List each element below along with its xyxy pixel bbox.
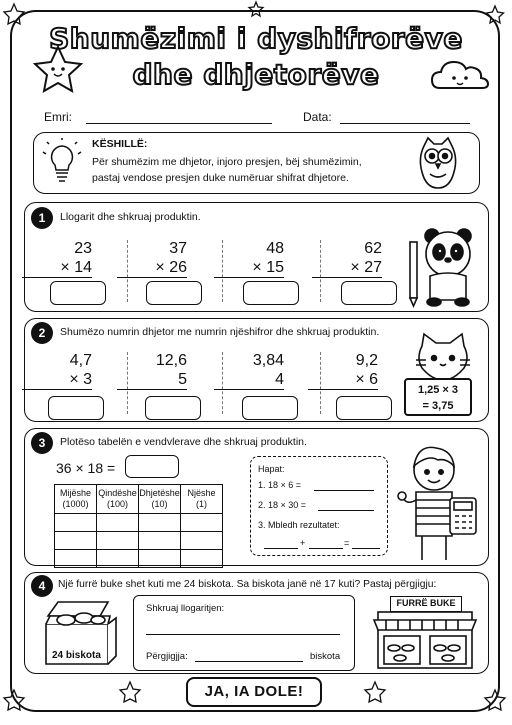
pv-header-hundreds: Qindëshe (100)	[97, 485, 139, 514]
cat-mascot-icon	[410, 332, 476, 380]
s1-problem-4	[312, 240, 382, 278]
s2-answer-2[interactable]	[145, 396, 201, 420]
answer-field[interactable]	[195, 661, 303, 662]
lightbulb-icon	[42, 138, 82, 188]
s2-problem-1-bottom: × 3	[22, 371, 92, 390]
pv-cell[interactable]	[97, 532, 139, 550]
step-3-field-c[interactable]	[352, 548, 380, 549]
pv-cell[interactable]	[55, 532, 97, 550]
s1-problem-3	[214, 240, 284, 278]
s2-problem-1	[22, 352, 92, 390]
cloud-mascot-icon	[430, 58, 490, 94]
s2-problem-2-bottom: 5	[117, 371, 187, 390]
tip-heading: KËSHILLË:	[92, 138, 148, 150]
pv-cell[interactable]	[55, 550, 97, 568]
pv-cell[interactable]	[139, 532, 181, 550]
s2-problem-1-top: 4,7	[69, 352, 92, 369]
step-3-field-a[interactable]	[264, 548, 298, 549]
step-1-field[interactable]	[314, 490, 374, 491]
box-label: 24 biskota	[52, 650, 101, 661]
s2-problem-2	[117, 352, 187, 390]
s2-problem-2-top: 12,6	[155, 352, 187, 369]
page-title-line1: Shumëzimi i dyshifrorëve	[49, 22, 463, 55]
answer-label: Përgjigjja:	[146, 651, 188, 662]
equals-sign: =	[344, 538, 350, 548]
pv-cell[interactable]	[139, 550, 181, 568]
example-line1: 1,25 × 3	[417, 384, 459, 396]
example-board	[404, 378, 472, 416]
s2-problem-3	[214, 352, 284, 390]
s3-answer[interactable]	[125, 455, 179, 478]
pv-cell[interactable]	[139, 514, 181, 532]
s2-answer-4[interactable]	[336, 396, 392, 420]
s1-problem-4-top: 62	[364, 240, 382, 257]
panda-pencil-icon	[406, 222, 480, 308]
star-mascot-icon	[30, 44, 86, 94]
s2-problem-4-top: 9,2	[355, 352, 378, 369]
s2-answer-1[interactable]	[48, 396, 104, 420]
section-4-instruction: Një furrë buke shet kuti me 24 biskota. Sa biskota janë në 17 kuti? Pastaj përgjigju:	[58, 579, 437, 590]
table-row	[55, 532, 223, 550]
shop-sign: FURRË BUKE	[390, 596, 462, 612]
step-2: 2. 18 × 30 =	[258, 500, 307, 510]
step-2-field[interactable]	[318, 510, 374, 511]
date-field[interactable]	[340, 123, 470, 124]
table-row	[55, 514, 223, 532]
work-label: Shkruaj llogaritjen:	[146, 603, 225, 614]
pv-header-tens: Dhjetëshe (10)	[139, 485, 181, 514]
answer-unit: biskota	[310, 651, 341, 662]
section-2-number: 2	[31, 322, 53, 344]
step-3: 3. Mbledh rezultatet:	[258, 520, 340, 530]
steps-heading: Hapat:	[258, 464, 285, 474]
s2-answer-3[interactable]	[242, 396, 298, 420]
section-2-instruction: Shumëzo numrin dhjetor me numrin njëshifror dhe shkruaj produktin.	[60, 326, 380, 338]
s1-problem-2-top: 37	[169, 240, 187, 257]
finish-button[interactable]: JA, IA DOLE!	[186, 677, 322, 707]
section-3-equation: 36 × 18 =	[56, 460, 116, 476]
pv-cell[interactable]	[181, 514, 223, 532]
s1-answer-1[interactable]	[50, 281, 106, 305]
section-1-number: 1	[31, 207, 53, 229]
example-line2: = 3,75	[422, 400, 454, 412]
s1-problem-3-bottom: × 15	[214, 259, 284, 278]
page-title-line2: dhe dhjetorëve	[132, 58, 380, 91]
s2-problem-4-bottom: × 6	[308, 371, 378, 390]
name-field[interactable]	[86, 123, 272, 124]
s2-problem-4	[308, 352, 378, 390]
tip-line2: pastaj vendose presjen duke numëruar shifrat dhjetore.	[92, 172, 349, 184]
s1-problem-3-top: 48	[266, 240, 284, 257]
place-value-table	[54, 484, 223, 568]
pv-cell[interactable]	[55, 514, 97, 532]
tip-line1: Për shumëzim me dhjetor, injoro presjen, bëj shumëzimin,	[92, 156, 362, 168]
pv-cell[interactable]	[97, 550, 139, 568]
s2-problem-3-top: 3,84	[252, 352, 284, 369]
s1-problem-1	[22, 240, 92, 278]
work-line[interactable]	[146, 634, 340, 635]
s1-answer-4[interactable]	[341, 281, 397, 305]
s2-problem-3-bottom: 4	[214, 371, 284, 390]
section-3-number: 3	[31, 432, 53, 454]
s1-problem-2	[117, 240, 187, 278]
table-row	[55, 550, 223, 568]
pv-cell[interactable]	[181, 550, 223, 568]
s1-answer-2[interactable]	[146, 281, 202, 305]
owl-teacher-icon	[410, 134, 466, 192]
plus-sign: +	[300, 538, 306, 548]
section-1-instruction: Llogarit dhe shkruaj produktin.	[60, 211, 201, 223]
pv-cell[interactable]	[97, 514, 139, 532]
name-label: Emri:	[44, 110, 72, 124]
s1-answer-3[interactable]	[243, 281, 299, 305]
pv-header-ones: Njëshe (1)	[181, 485, 223, 514]
s1-problem-1-bottom: × 14	[22, 259, 92, 278]
pv-header-thousands: Mijëshe (1000)	[55, 485, 97, 514]
s1-problem-2-bottom: × 26	[117, 259, 187, 278]
section-4-number: 4	[31, 575, 53, 597]
step-1: 1. 18 × 6 =	[258, 480, 302, 490]
section-3-instruction: Plotëso tabelën e vendvlerave dhe shkruaj produktin.	[60, 436, 307, 448]
boy-calculator-icon	[396, 440, 482, 564]
s1-problem-4-bottom: × 27	[312, 259, 382, 278]
pv-cell[interactable]	[181, 532, 223, 550]
date-label: Data:	[303, 110, 332, 124]
step-3-field-b[interactable]	[309, 548, 343, 549]
s1-problem-1-top: 23	[74, 240, 92, 257]
